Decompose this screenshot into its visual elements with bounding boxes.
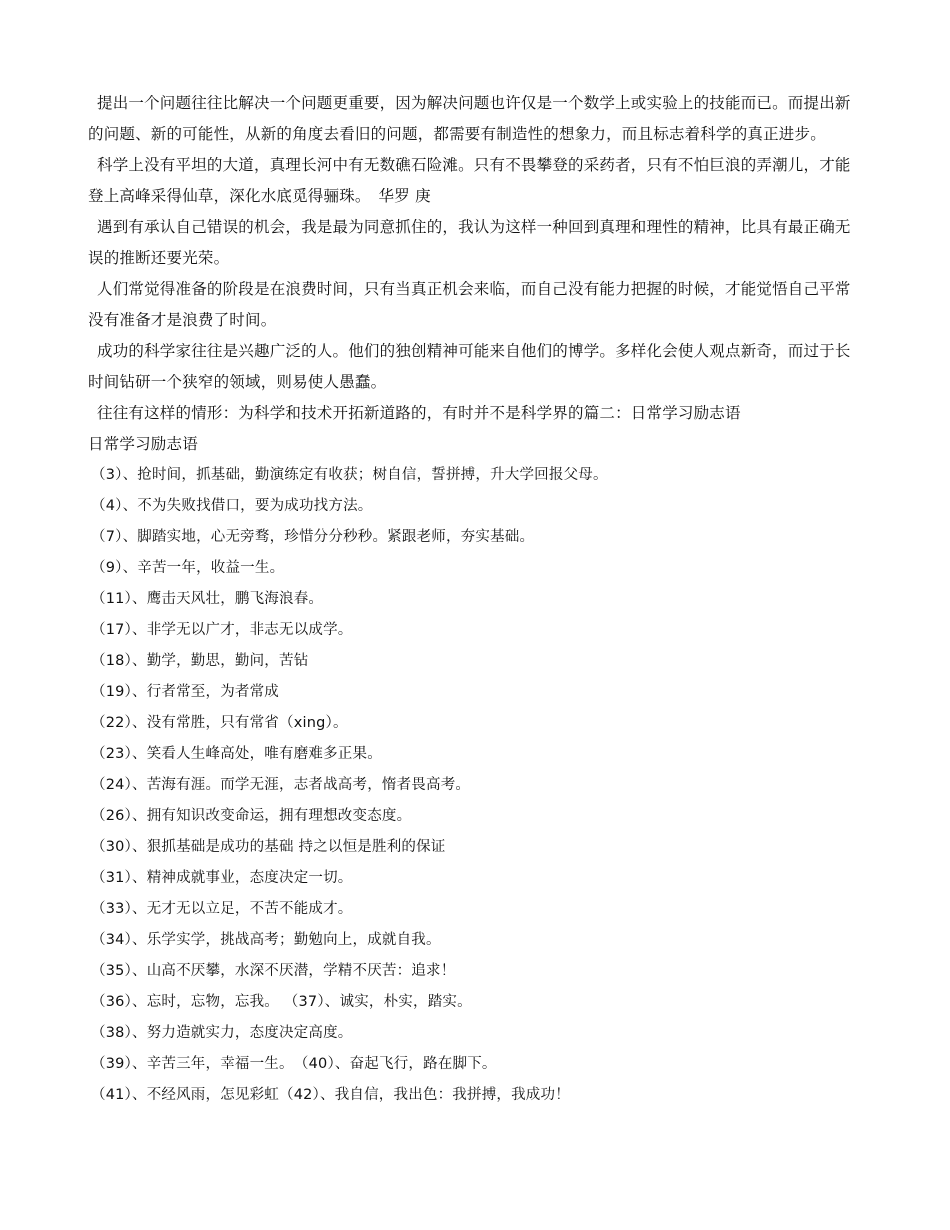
list-item: （31）、精神成就事业，态度决定一切。 bbox=[91, 870, 353, 886]
paragraph-successful-scientist: 成功的科学家往往是兴趣广泛的人。他们的独创精神可能来自他们的博学。多样化会使人观点新奇，而过于长时间钻研一个狭窄的领域，则易使人愚蠢。 bbox=[88, 342, 851, 391]
list-item: （4）、不为失败找借口，要为成功找方法。 bbox=[91, 498, 373, 514]
paragraph-question-importance: 提出一个问题往往比解决一个问题更重要，因为解决问题也许仅是一个数学上或实验上的技能而已。而提出新的问题、新的可能性，从新的角度去看旧的问题，都需要有制造性的想象力，而且标志着科学的真正进步。 bbox=[88, 94, 851, 143]
list-item: （23）、笑看人生峰高处，唯有磨难多正果。 bbox=[91, 746, 382, 762]
paragraph-admit-mistakes: 遇到有承认自己错误的机会，我是最为同意抓住的，我认为这样一种回到真理和理性的精神，比具有最正确无误的推断还要光荣。 bbox=[88, 218, 851, 267]
list-item: （17）、非学无以广才，非志无以成学。 bbox=[91, 622, 353, 638]
list-item: （35）、山高不厌攀，水深不厌潜，学精不厌苦：追求！ bbox=[91, 963, 456, 979]
list-item: （11）、鹰击天风壮，鹏飞海浪春。 bbox=[91, 591, 324, 607]
list-item: （22）、没有常胜，只有常省（xing）。 bbox=[91, 715, 348, 731]
list-item: （30）、狠抓基础是成功的基础 持之以恒是胜利的保证 bbox=[91, 839, 446, 855]
list-item: （33）、无才无以立足，不苦不能成才。 bbox=[91, 901, 353, 917]
list-item: （34）、乐学实学，挑战高考；勤勉向上，成就自我。 bbox=[91, 932, 441, 948]
list-item: （41）、不经风雨，怎见彩虹（42）、我自信，我出色：我拼搏，我成功！ bbox=[91, 1087, 570, 1103]
motto-list bbox=[88, 460, 860, 1111]
list-item: （9）、辛苦一年，收益一生。 bbox=[91, 560, 285, 576]
section-heading: 日常学习励志语 bbox=[88, 435, 198, 453]
list-item: （7）、脚踏实地，心无旁骛，珍惜分分秒秒。紧跟老师，夯实基础。 bbox=[91, 529, 535, 545]
list-item: （18）、勤学，勤思，勤问，苦钻 bbox=[91, 653, 309, 669]
document-page bbox=[88, 88, 860, 1111]
paragraph-new-paths: 往往有这样的情形：为科学和技术开拓新道路的，有时并不是科学界的篇二：日常学习励志语 bbox=[97, 404, 741, 422]
list-item: （26）、拥有知识改变命运，拥有理想改变态度。 bbox=[91, 808, 412, 824]
list-item: （24）、苦海有涯。而学无涯，志者战高考，惰者畏高考。 bbox=[91, 777, 471, 793]
list-item: （3）、抢时间，抓基础，勤演练定有收获；树自信，誓拼搏，升大学回报父母。 bbox=[91, 467, 608, 483]
paragraph-science-road: 科学上没有平坦的大道，真理长河中有无数礁石险滩。只有不畏攀登的采药者，只有不怕巨浪的弄潮儿，才能登上高峰采得仙草，深化水底觅得骊珠。 华罗 庚 bbox=[88, 156, 851, 205]
list-item: （36）、忘时，忘物，忘我。 （37）、诚实，朴实，踏实。 bbox=[91, 994, 472, 1010]
list-item: （38）、努力造就实力，态度决定高度。 bbox=[91, 1025, 353, 1041]
list-item: （39）、辛苦三年，幸福一生。 （40）、奋起飞行，路在脚下。 bbox=[91, 1056, 497, 1072]
paragraph-preparation: 人们常觉得准备的阶段是在浪费时间，只有当真正机会来临，而自己没有能力把握的时候，才能觉悟自己平常没有准备才是浪费了时间。 bbox=[88, 280, 851, 329]
list-item: （19）、行者常至，为者常成 bbox=[91, 684, 279, 700]
